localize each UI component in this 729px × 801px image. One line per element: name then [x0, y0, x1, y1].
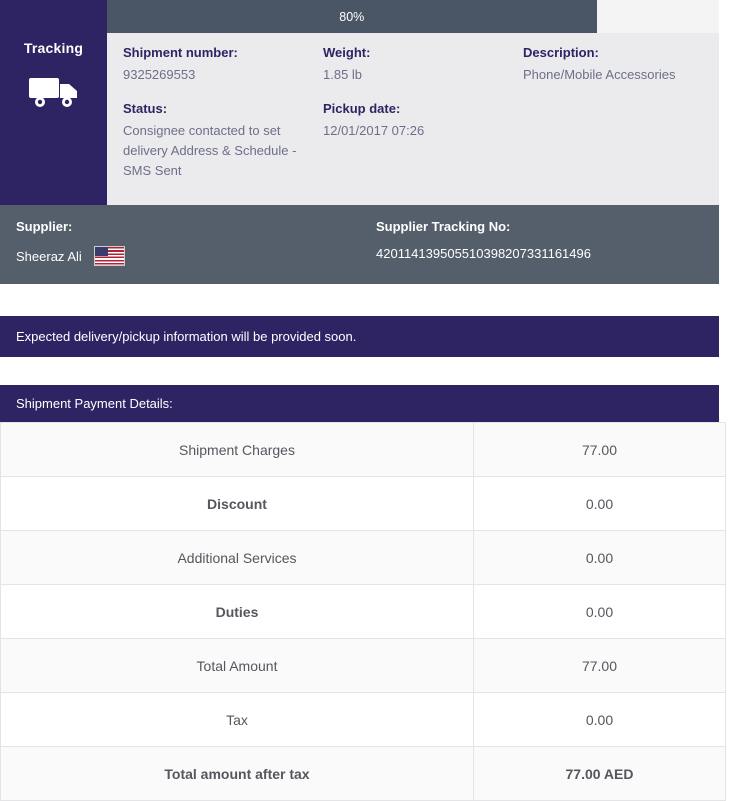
table-row [1, 585, 726, 639]
tracking-details-row-2 [123, 101, 703, 187]
payment-row-label: Total amount after tax [1, 747, 474, 801]
pickup-date-value: 12/01/2017 07:26 [323, 123, 425, 138]
table-row [1, 423, 726, 477]
payment-details-header: Shipment Payment Details: [0, 385, 719, 422]
table-row [1, 639, 726, 693]
shipment-number-field [123, 45, 323, 91]
us-flag-icon [94, 246, 125, 266]
table-row [1, 747, 726, 801]
description-value: Phone/Mobile Accessories [523, 67, 676, 82]
status-field [123, 101, 323, 187]
status-label: Status: [123, 101, 168, 116]
supplier-value-row [16, 246, 376, 266]
payment-row-label: Discount [1, 477, 474, 531]
progress-bar [107, 0, 719, 33]
table-row [1, 693, 726, 747]
weight-value: 1.85 lb [323, 67, 363, 82]
supplier-field [16, 219, 376, 266]
weight-field [323, 45, 523, 91]
payment-row-value: 0.00 [474, 531, 726, 585]
tracking-panel-title: Tracking [23, 40, 84, 56]
status-value: Consignee contacted to set delivery Address & Schedule -SMS Sent [123, 123, 297, 178]
supplier-label: Supplier: [16, 219, 73, 234]
supplier-band [0, 205, 719, 284]
delivery-notice-bar: Expected delivery/pickup information will be provided soon. [0, 316, 719, 357]
payment-row-label: Tax [1, 693, 474, 747]
payment-row-value: 0.00 [474, 585, 726, 639]
table-row [1, 477, 726, 531]
shipment-number-value: 9325269553 [123, 67, 196, 82]
supplier-tracking-label: Supplier Tracking No: [376, 219, 511, 234]
spacer-cell [523, 101, 703, 187]
payment-row-value: 77.00 [474, 639, 726, 693]
supplier-name: Sheeraz Ali [16, 248, 82, 264]
supplier-tracking-field [376, 219, 703, 266]
tracking-panel-right [107, 0, 719, 205]
payment-row-value: 0.00 [474, 693, 726, 747]
payment-details-table [0, 422, 726, 801]
supplier-tracking-value: 420114139505510398207331161496 [376, 246, 591, 261]
description-field [523, 45, 703, 91]
payment-row-value: 77.00 AED [474, 747, 726, 801]
tracking-details-row-1 [123, 45, 703, 91]
truck-icon [28, 72, 80, 110]
progress-bar-fill: 80% [107, 0, 597, 33]
payment-row-value: 0.00 [474, 477, 726, 531]
pickup-date-field [323, 101, 523, 187]
payment-row-label: Shipment Charges [1, 423, 474, 477]
progress-bar-track [597, 0, 719, 33]
shipment-number-label: Shipment number: [123, 45, 238, 60]
tracking-details [107, 33, 719, 205]
tracking-card [0, 0, 719, 205]
payment-row-label: Duties [1, 585, 474, 639]
tracking-panel-left [0, 0, 107, 205]
weight-label: Weight: [323, 45, 371, 60]
description-label: Description: [523, 45, 599, 60]
payment-row-label: Additional Services [1, 531, 474, 585]
table-row [1, 531, 726, 585]
payment-row-label: Total Amount [1, 639, 474, 693]
payment-row-value: 77.00 [474, 423, 726, 477]
pickup-date-label: Pickup date: [323, 101, 401, 116]
